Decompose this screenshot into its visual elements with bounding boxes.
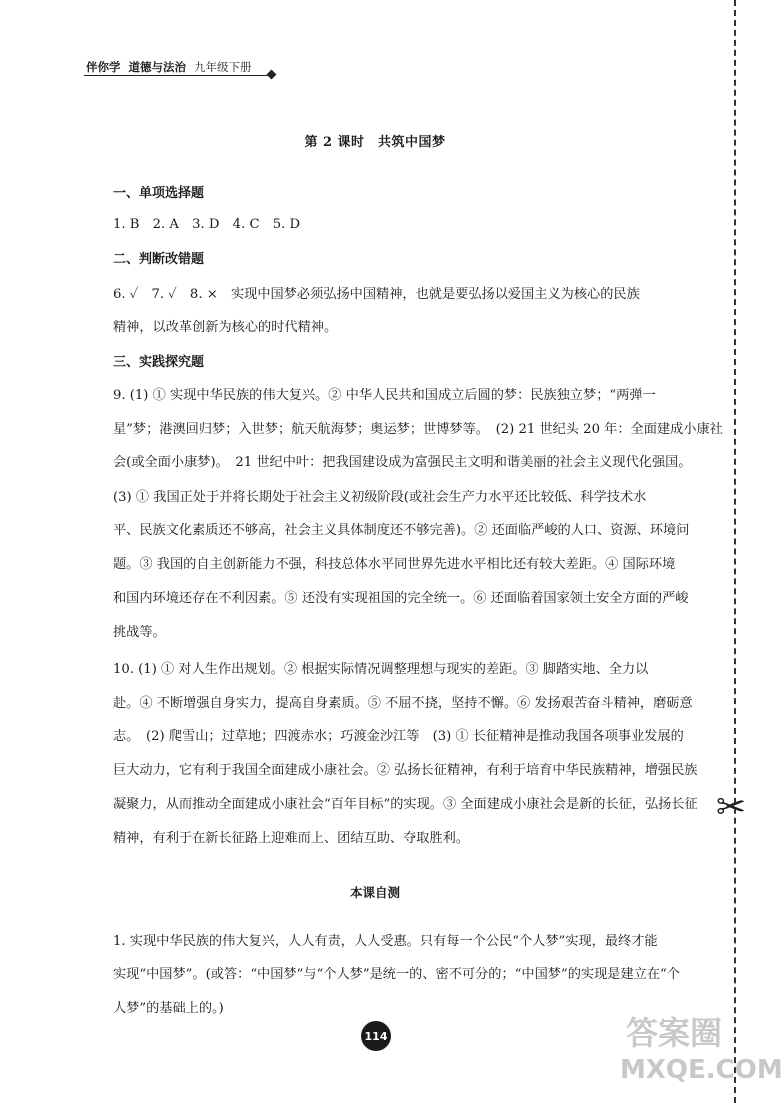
answer-line: 赴。④ 不断增强自身实力，提高自身素质。⑤ 不屈不挠，坚持不懈。⑥ 发扬艰苦奋斗精神，磨砺意 [113, 696, 693, 711]
scissors-icon: ✂ [716, 787, 747, 828]
self-test-title: 本课自测 [349, 885, 400, 900]
self-test-line: 1. 实现中华民族的伟大复兴，人人有责，人人受惠。只有每一个公民“个人梦”实现，最终才能 [113, 934, 658, 949]
page-title: 第 2 课时 共筑中国梦 [304, 135, 446, 150]
answer-line: 10. (1) ① 对人生作出规划。② 根据实际情况调整理想与现实的差距。③ 脚踏实地、全力以 [113, 662, 649, 677]
answer-line: (3) ① 我国正处于并将长期处于社会主义初级阶段(或社会生产力水平还比较低、科学技术水 [113, 490, 647, 505]
answer-line: 和国内环境还存在不利因素。⑤ 还没有实现祖国的完全统一。⑥ 还面临着国家领土安全方面的严峻 [113, 591, 689, 606]
header-rule [84, 75, 272, 76]
answer-line: 星”梦；港澳回归梦；入世梦；航天航海梦；奥运梦；世博梦等。 (2) 21 世纪头 20 年：全面建成小康社 [113, 422, 723, 437]
section-heading-judge: 二、判断改错题 [113, 252, 205, 267]
answer-line: 志。 (2) 爬雪山；过草地；四渡赤水；巧渡金沙江等 (3) ① 长征精神是推动我国各项事业发展的 [113, 729, 684, 744]
cut-line [734, 0, 736, 1103]
section-heading-choice: 一、单项选择题 [113, 186, 205, 201]
section-heading-practice: 三、实践探究题 [113, 355, 205, 370]
answer-line: 题。③ 我国的自主创新能力不强，科技总体水平同世界先进水平相比还有较大差距。④ 国际环境 [113, 557, 676, 572]
header-diamond-icon [267, 70, 277, 80]
answer-line: 凝聚力，从而推动全面建成小康社会“百年目标”的实现。③ 全面建成小康社会是新的长征，弘扬长征 [113, 797, 698, 812]
watermark-logo: 答案圈 [626, 1014, 723, 1052]
watermark-url: MXQE.COM [620, 1055, 783, 1085]
answer-line: 挑战等。 [113, 625, 166, 640]
page-number: 114 [361, 1021, 391, 1051]
series-name: 伴你学 [86, 60, 121, 74]
answer-line: 精神，以改革创新为核心的时代精神。 [113, 320, 338, 335]
answer-line: 平、民族文化素质还不够高，社会主义具体制度还不够完善)。② 还面临严峻的人口、资源、环境问 [113, 523, 690, 538]
grade-name: 九年级下册 [194, 60, 252, 74]
answer-line: 1. B 2. A 3. D 4. C 5. D [113, 217, 301, 232]
self-test-line: 人梦”的基础上的。) [113, 1001, 224, 1016]
running-header [86, 59, 252, 75]
answer-line: 6. ✓ 7. ✓ 8. × 实现中国梦必须弘扬中国精神，也就是要弘扬以爱国主义为核心的民族 [113, 287, 640, 302]
answer-line: 精神，有利于在新长征路上迎难而上、团结互助、夺取胜利。 [113, 831, 470, 846]
self-test-line: 实现“中国梦”。(或答：“中国梦”与“个人梦”是统一的、密不可分的；“中国梦”的实现是建立在“个 [113, 967, 680, 982]
answer-line: 会(或全面小康梦)。 21 世纪中叶：把我国建设成为富强民主文明和谐美丽的社会主义现代化强国。 [113, 455, 692, 470]
answer-line: 9. (1) ① 实现中华民族的伟大复兴。② 中华人民共和国成立后圆的梦：民族独立梦；“两弹一 [113, 388, 656, 403]
answer-line: 巨大动力，它有利于我国全面建成小康社会。② 弘扬长征精神，有利于培育中华民族精神，增强民族 [113, 763, 698, 778]
subject-name: 道德与法治 [128, 60, 186, 74]
